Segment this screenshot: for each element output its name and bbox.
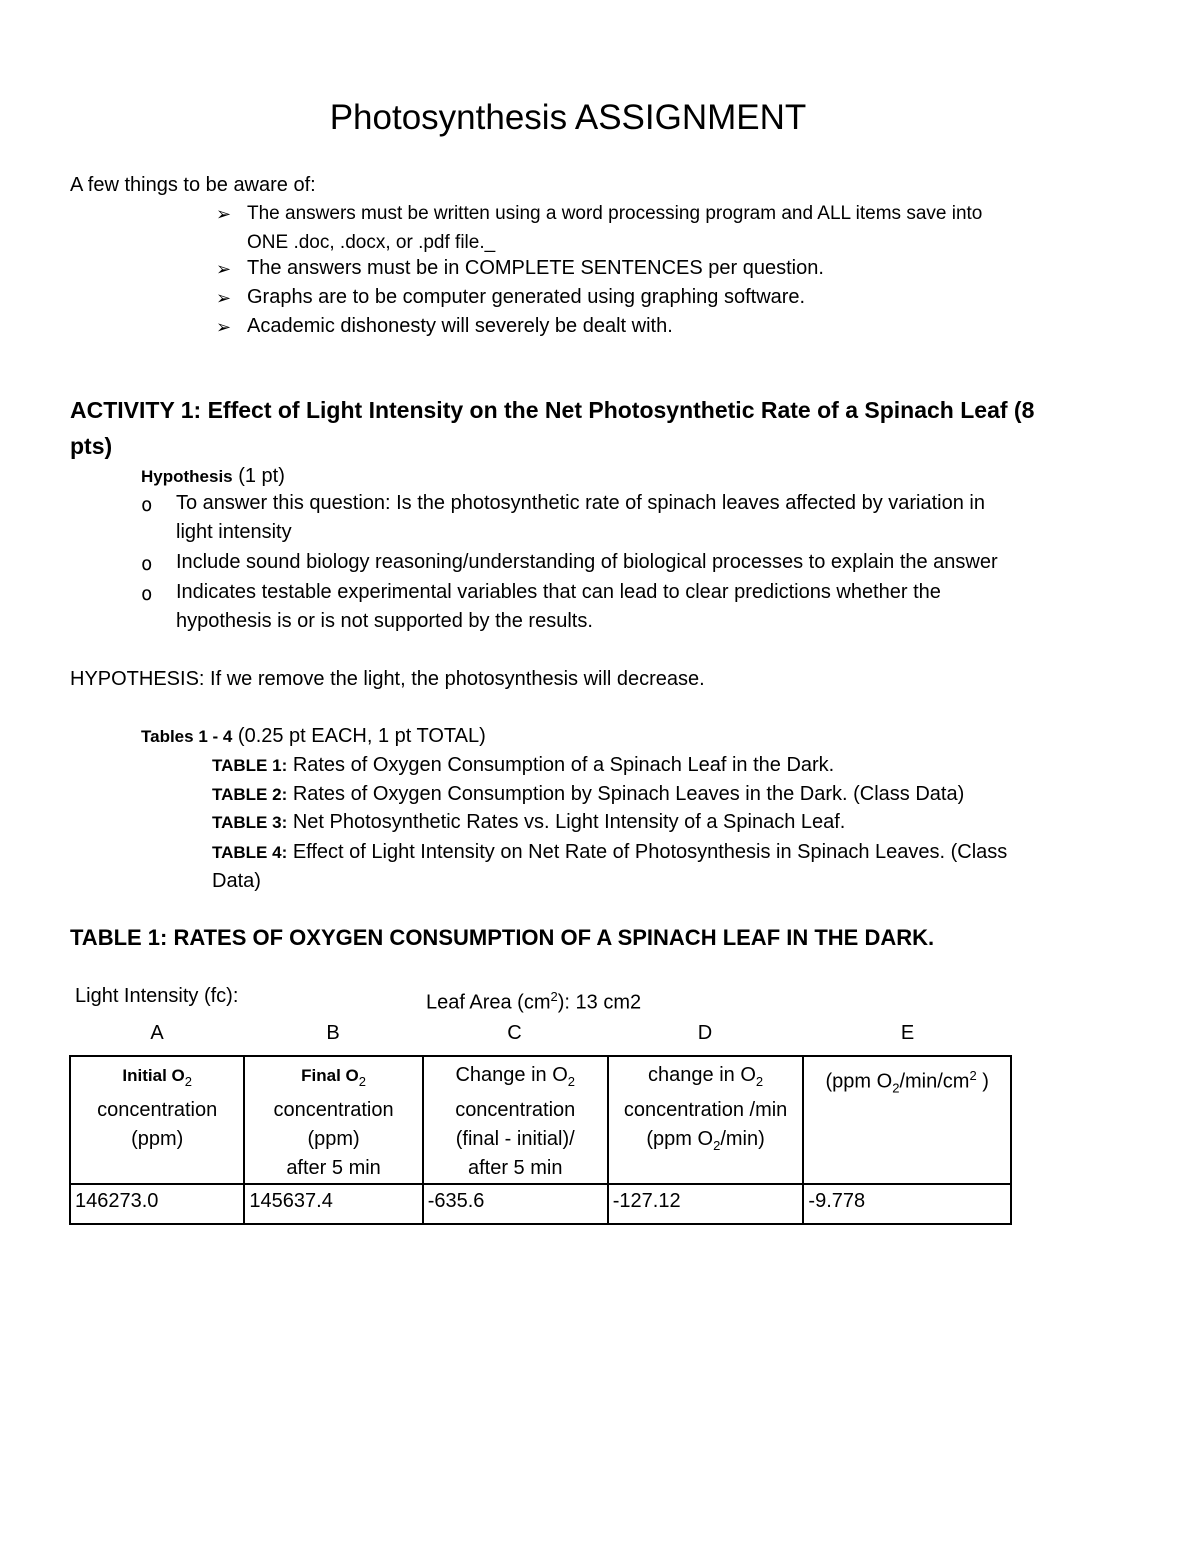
header-text: Final O bbox=[301, 1066, 359, 1085]
header-text: /min) bbox=[720, 1128, 765, 1150]
circle-bullet-icon: o bbox=[141, 583, 153, 605]
leaf-area-label bbox=[426, 982, 641, 1018]
hypothesis-points: (1 pt) bbox=[238, 465, 285, 487]
column-letter-c: C bbox=[507, 1022, 522, 1044]
header-text: (ppm) bbox=[131, 1128, 184, 1150]
circle-bullet-icon: o bbox=[141, 553, 153, 575]
subscript: 2 bbox=[755, 1074, 764, 1089]
column-letter-a: A bbox=[150, 1022, 164, 1044]
subscript: 2 bbox=[713, 1138, 721, 1153]
header-text: (final - initial)/ bbox=[455, 1128, 575, 1150]
light-intensity-label: Light Intensity (fc): bbox=[75, 985, 239, 1007]
table-cell-a: 146273.0 bbox=[70, 1184, 244, 1224]
criteria-item-3-line2: hypothesis is or is not supported by the results. bbox=[176, 610, 593, 632]
arrow-bullet-icon: ➢ bbox=[216, 288, 232, 308]
table-cell-d: -127.12 bbox=[608, 1184, 804, 1224]
tables-label-line bbox=[141, 722, 486, 751]
bullet-item-1-line2: ONE .doc, .docx, or .pdf file._ bbox=[247, 232, 496, 253]
table-list-text: Net Photosynthetic Rates vs. Light Intensity of a Spinach Leaf. bbox=[292, 811, 846, 833]
table-1-heading: TABLE 1: RATES OF OXYGEN CONSUMPTION OF A SPINACH LEAF IN THE DARK. bbox=[70, 925, 935, 950]
criteria-item-1-line2: light intensity bbox=[176, 521, 292, 543]
table-cell-e: -9.778 bbox=[803, 1184, 1011, 1224]
subscript: 2 bbox=[892, 1080, 900, 1096]
header-text: /min/cm bbox=[899, 1070, 970, 1093]
header-text: change in O bbox=[648, 1064, 756, 1086]
table-list-text: Effect of Light Intensity on Net Rate of Photosynthesis in Spinach Leaves. (Class bbox=[292, 841, 1008, 863]
column-letter-d: D bbox=[697, 1022, 713, 1044]
hypothesis-label: Hypothesis bbox=[141, 467, 233, 486]
header-text: after 5 min bbox=[467, 1157, 563, 1179]
leaf-area-text: Leaf Area (cm bbox=[426, 991, 551, 1014]
bullet-item-1-line1: The answers must be written using a word processing program and ALL items save into bbox=[247, 203, 983, 224]
header-cell-e bbox=[803, 1056, 1011, 1184]
table-list-label: TABLE 4: bbox=[212, 843, 288, 862]
table-header-row bbox=[70, 1056, 1011, 1184]
table-list-item-4 bbox=[212, 838, 1007, 867]
column-letter-b: B bbox=[326, 1022, 340, 1044]
column-letter-e: E bbox=[900, 1022, 915, 1044]
hypothesis-answer: HYPOTHESIS: If we remove the light, the photosynthesis will decrease. bbox=[70, 668, 705, 690]
header-text: concentration bbox=[273, 1099, 394, 1121]
table-list-label: TABLE 3: bbox=[212, 813, 288, 832]
superscript: 2 bbox=[969, 1068, 977, 1083]
table-1 bbox=[69, 1055, 1012, 1225]
subscript: 2 bbox=[184, 1074, 192, 1089]
criteria-item-1-line1: To answer this question: Is the photosynthetic rate of spinach leaves affected by variation in bbox=[176, 492, 985, 514]
arrow-bullet-icon: ➢ bbox=[216, 204, 232, 224]
leaf-area-value: ): 13 cm2 bbox=[557, 991, 642, 1014]
header-text: concentration bbox=[97, 1099, 218, 1121]
page-title: Photosynthesis ASSIGNMENT bbox=[329, 98, 807, 137]
subscript: 2 bbox=[567, 1074, 575, 1089]
table-cell-c: -635.6 bbox=[423, 1184, 608, 1224]
tables-label: Tables 1 - 4 bbox=[141, 727, 233, 746]
hypothesis-label-line bbox=[141, 462, 285, 491]
header-text: Change in O bbox=[455, 1064, 568, 1086]
header-text: ) bbox=[976, 1070, 989, 1093]
bullet-item-4: Academic dishonesty will severely be dealt with. bbox=[247, 315, 673, 337]
table-list-item-2 bbox=[212, 780, 964, 809]
header-text: concentration /min bbox=[623, 1099, 788, 1121]
leaf-area-sup: 2 bbox=[550, 989, 558, 1004]
header-text: after 5 min bbox=[286, 1157, 381, 1179]
tables-points: (0.25 pt EACH, 1 pt TOTAL) bbox=[237, 725, 486, 747]
arrow-bullet-icon: ➢ bbox=[216, 317, 232, 337]
table-row bbox=[70, 1184, 1011, 1224]
bullet-item-2: The answers must be in COMPLETE SENTENCES per question. bbox=[247, 257, 824, 279]
criteria-item-3-line1: Indicates testable experimental variables that can lead to clear predictions whether the bbox=[176, 581, 941, 603]
activity-1-heading: ACTIVITY 1: Effect of Light Intensity on the Net Photosynthetic Rate of a Spinach Leaf (8 pts) bbox=[70, 397, 1035, 459]
header-text: (ppm O bbox=[825, 1070, 893, 1093]
bullet-item-3: Graphs are to be computer generated using graphing software. bbox=[247, 286, 806, 308]
table-list-item-4-cont: Data) bbox=[212, 870, 261, 892]
header-text: Initial O bbox=[122, 1066, 185, 1085]
table-list-item-1 bbox=[212, 751, 834, 780]
header-cell-d bbox=[608, 1056, 804, 1184]
table-list-label: TABLE 2: bbox=[212, 785, 288, 804]
header-cell-b bbox=[244, 1056, 422, 1184]
intro-text: A few things to be aware of: bbox=[70, 174, 316, 196]
header-text: concentration bbox=[455, 1099, 576, 1121]
criteria-item-2: Include sound biology reasoning/understanding of biological processes to explain the answer bbox=[176, 551, 998, 573]
arrow-bullet-icon: ➢ bbox=[216, 259, 232, 279]
header-cell-c bbox=[423, 1056, 608, 1184]
table-list-text: Rates of Oxygen Consumption by Spinach Leaves in the Dark. (Class Data) bbox=[292, 783, 965, 805]
header-text: (ppm) bbox=[307, 1128, 360, 1150]
header-cell-a bbox=[70, 1056, 244, 1184]
table-list-text: Rates of Oxygen Consumption of a Spinach Leaf in the Dark. bbox=[292, 754, 835, 776]
table-cell-b: 145637.4 bbox=[244, 1184, 422, 1224]
table-list-label: TABLE 1: bbox=[212, 756, 288, 775]
subscript: 2 bbox=[358, 1074, 366, 1089]
table-list-item-3 bbox=[212, 808, 845, 837]
circle-bullet-icon: o bbox=[141, 494, 153, 516]
header-text: (ppm O bbox=[646, 1128, 714, 1150]
